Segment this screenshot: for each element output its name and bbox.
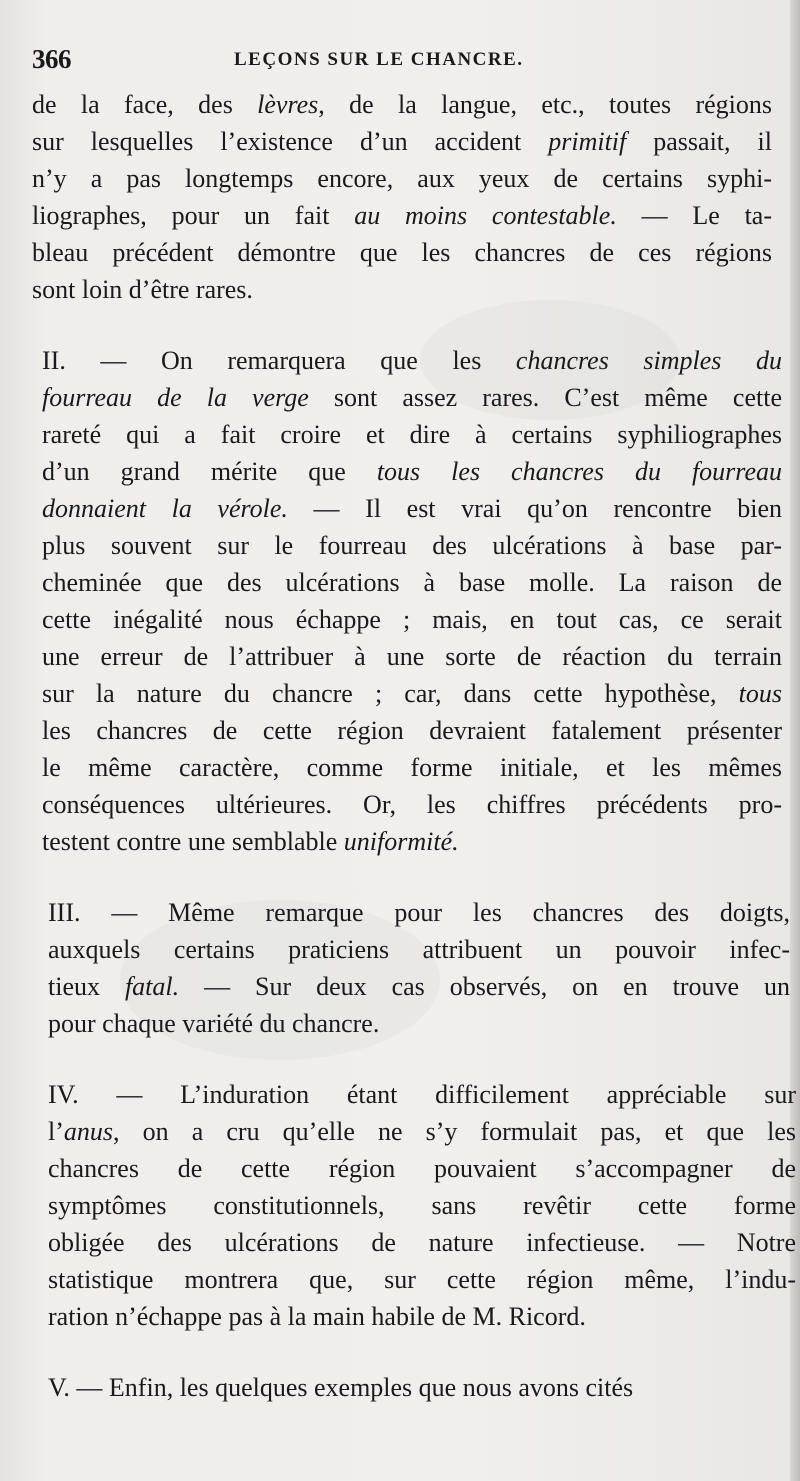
text-line: le même caractère, comme forme initiale, et les mêmes xyxy=(42,753,782,782)
paragraph-section-iv xyxy=(48,1076,796,1335)
italic-phrase: primitif xyxy=(548,127,627,156)
body-text xyxy=(32,86,796,1406)
text-line: sur la nature du chancre ; car, dans cette hypothèse, tous xyxy=(42,679,782,708)
text-line: liographes, pour un fait au moins contestable. — Le ta- xyxy=(32,201,773,230)
paragraph-section-ii xyxy=(42,342,782,860)
text-line: III. — Même remarque pour les chancres des doigts, xyxy=(48,898,790,927)
text-line: tieux fatal. — Sur deux cas observés, on en trouve un xyxy=(48,972,790,1001)
italic-phrase: uniformité. xyxy=(343,827,459,856)
text-line: l’anus, on a cru qu’elle ne s’y formulait pas, et que les xyxy=(48,1117,796,1146)
italic-phrase: chancres simples du xyxy=(515,346,782,375)
text-line: statistique montrera que, sur cette région même, l’indu- xyxy=(48,1265,796,1294)
italic-phrase: anus xyxy=(63,1117,114,1146)
text-line: les chancres de cette région devraient fatalement présenter xyxy=(42,716,782,745)
text-line: n’y a pas longtemps encore, aux yeux de certains syphi- xyxy=(32,164,772,193)
italic-phrase: au moins contestable. xyxy=(354,201,617,230)
text-line: sont loin d’être rares. xyxy=(32,275,253,304)
text-line: cheminée que des ulcérations à base molle. La raison de xyxy=(42,568,782,597)
text-line: de la face, des lèvres, de la langue, etc., toutes régions xyxy=(32,90,772,119)
italic-phrase: fourreau de la verge xyxy=(42,383,309,412)
text-line: une erreur de l’attribuer à une sorte de réaction du terrain xyxy=(42,642,782,671)
text-line: sur lesquelles l’existence d’un accident primitif passait, il xyxy=(32,127,772,156)
running-header xyxy=(32,44,762,78)
text-line: auxquels certains praticiens attribuent un pouvoir infec- xyxy=(48,935,790,964)
text-line: V. — Enfin, les quelques exemples que nous avons cités xyxy=(48,1373,634,1402)
text-line: fourreau de la verge sont assez rares. C’est même cette xyxy=(42,383,782,412)
text-line: testent contre une semblable uniformité. xyxy=(42,827,459,856)
text-line: donnaient la vérole. — Il est vrai qu’on rencontre bien xyxy=(42,494,782,523)
page-number: 366 xyxy=(32,44,71,74)
text-line: bleau précédent démontre que les chancres de ces régions xyxy=(32,238,772,267)
italic-phrase: tous les chancres du fourreau xyxy=(376,457,782,486)
paragraph-intro xyxy=(32,86,772,308)
text-line: ration n’échappe pas à la main habile de M. Ricord. xyxy=(48,1302,586,1331)
running-title: LEÇONS SUR LE CHANCRE. xyxy=(234,49,524,70)
italic-phrase: tous xyxy=(738,679,782,708)
italic-phrase: lèvres xyxy=(257,90,319,119)
paragraph-section-iii xyxy=(48,894,790,1042)
text-line: IV. — L’induration étant difficilement appréciable sur xyxy=(48,1080,796,1109)
italic-phrase: donnaient la vérole. xyxy=(42,494,288,523)
text-line: d’un grand mérite que tous les chancres du fourreau xyxy=(42,457,782,486)
text-line: pour chaque variété du chancre. xyxy=(48,1009,380,1038)
text-line: plus souvent sur le fourreau des ulcérations à base par- xyxy=(42,531,782,560)
text-line: II. — On remarquera que les chancres simples du xyxy=(42,346,782,375)
paragraph-section-v xyxy=(48,1369,800,1406)
text-line: rareté qui a fait croire et dire à certains syphiliographes xyxy=(42,420,782,449)
text-line: chancres de cette région pouvaient s’accompagner de xyxy=(48,1154,796,1183)
text-line: obligée des ulcérations de nature infectieuse. — Notre xyxy=(48,1228,796,1257)
italic-phrase: fatal. xyxy=(124,972,180,1001)
text-line: cette inégalité nous échappe ; mais, en tout cas, ce serait xyxy=(42,605,782,634)
text-line: symptômes constitutionnels, sans revêtir cette forme xyxy=(48,1191,796,1220)
text-line: conséquences ultérieures. Or, les chiffres précédents pro- xyxy=(42,790,782,819)
